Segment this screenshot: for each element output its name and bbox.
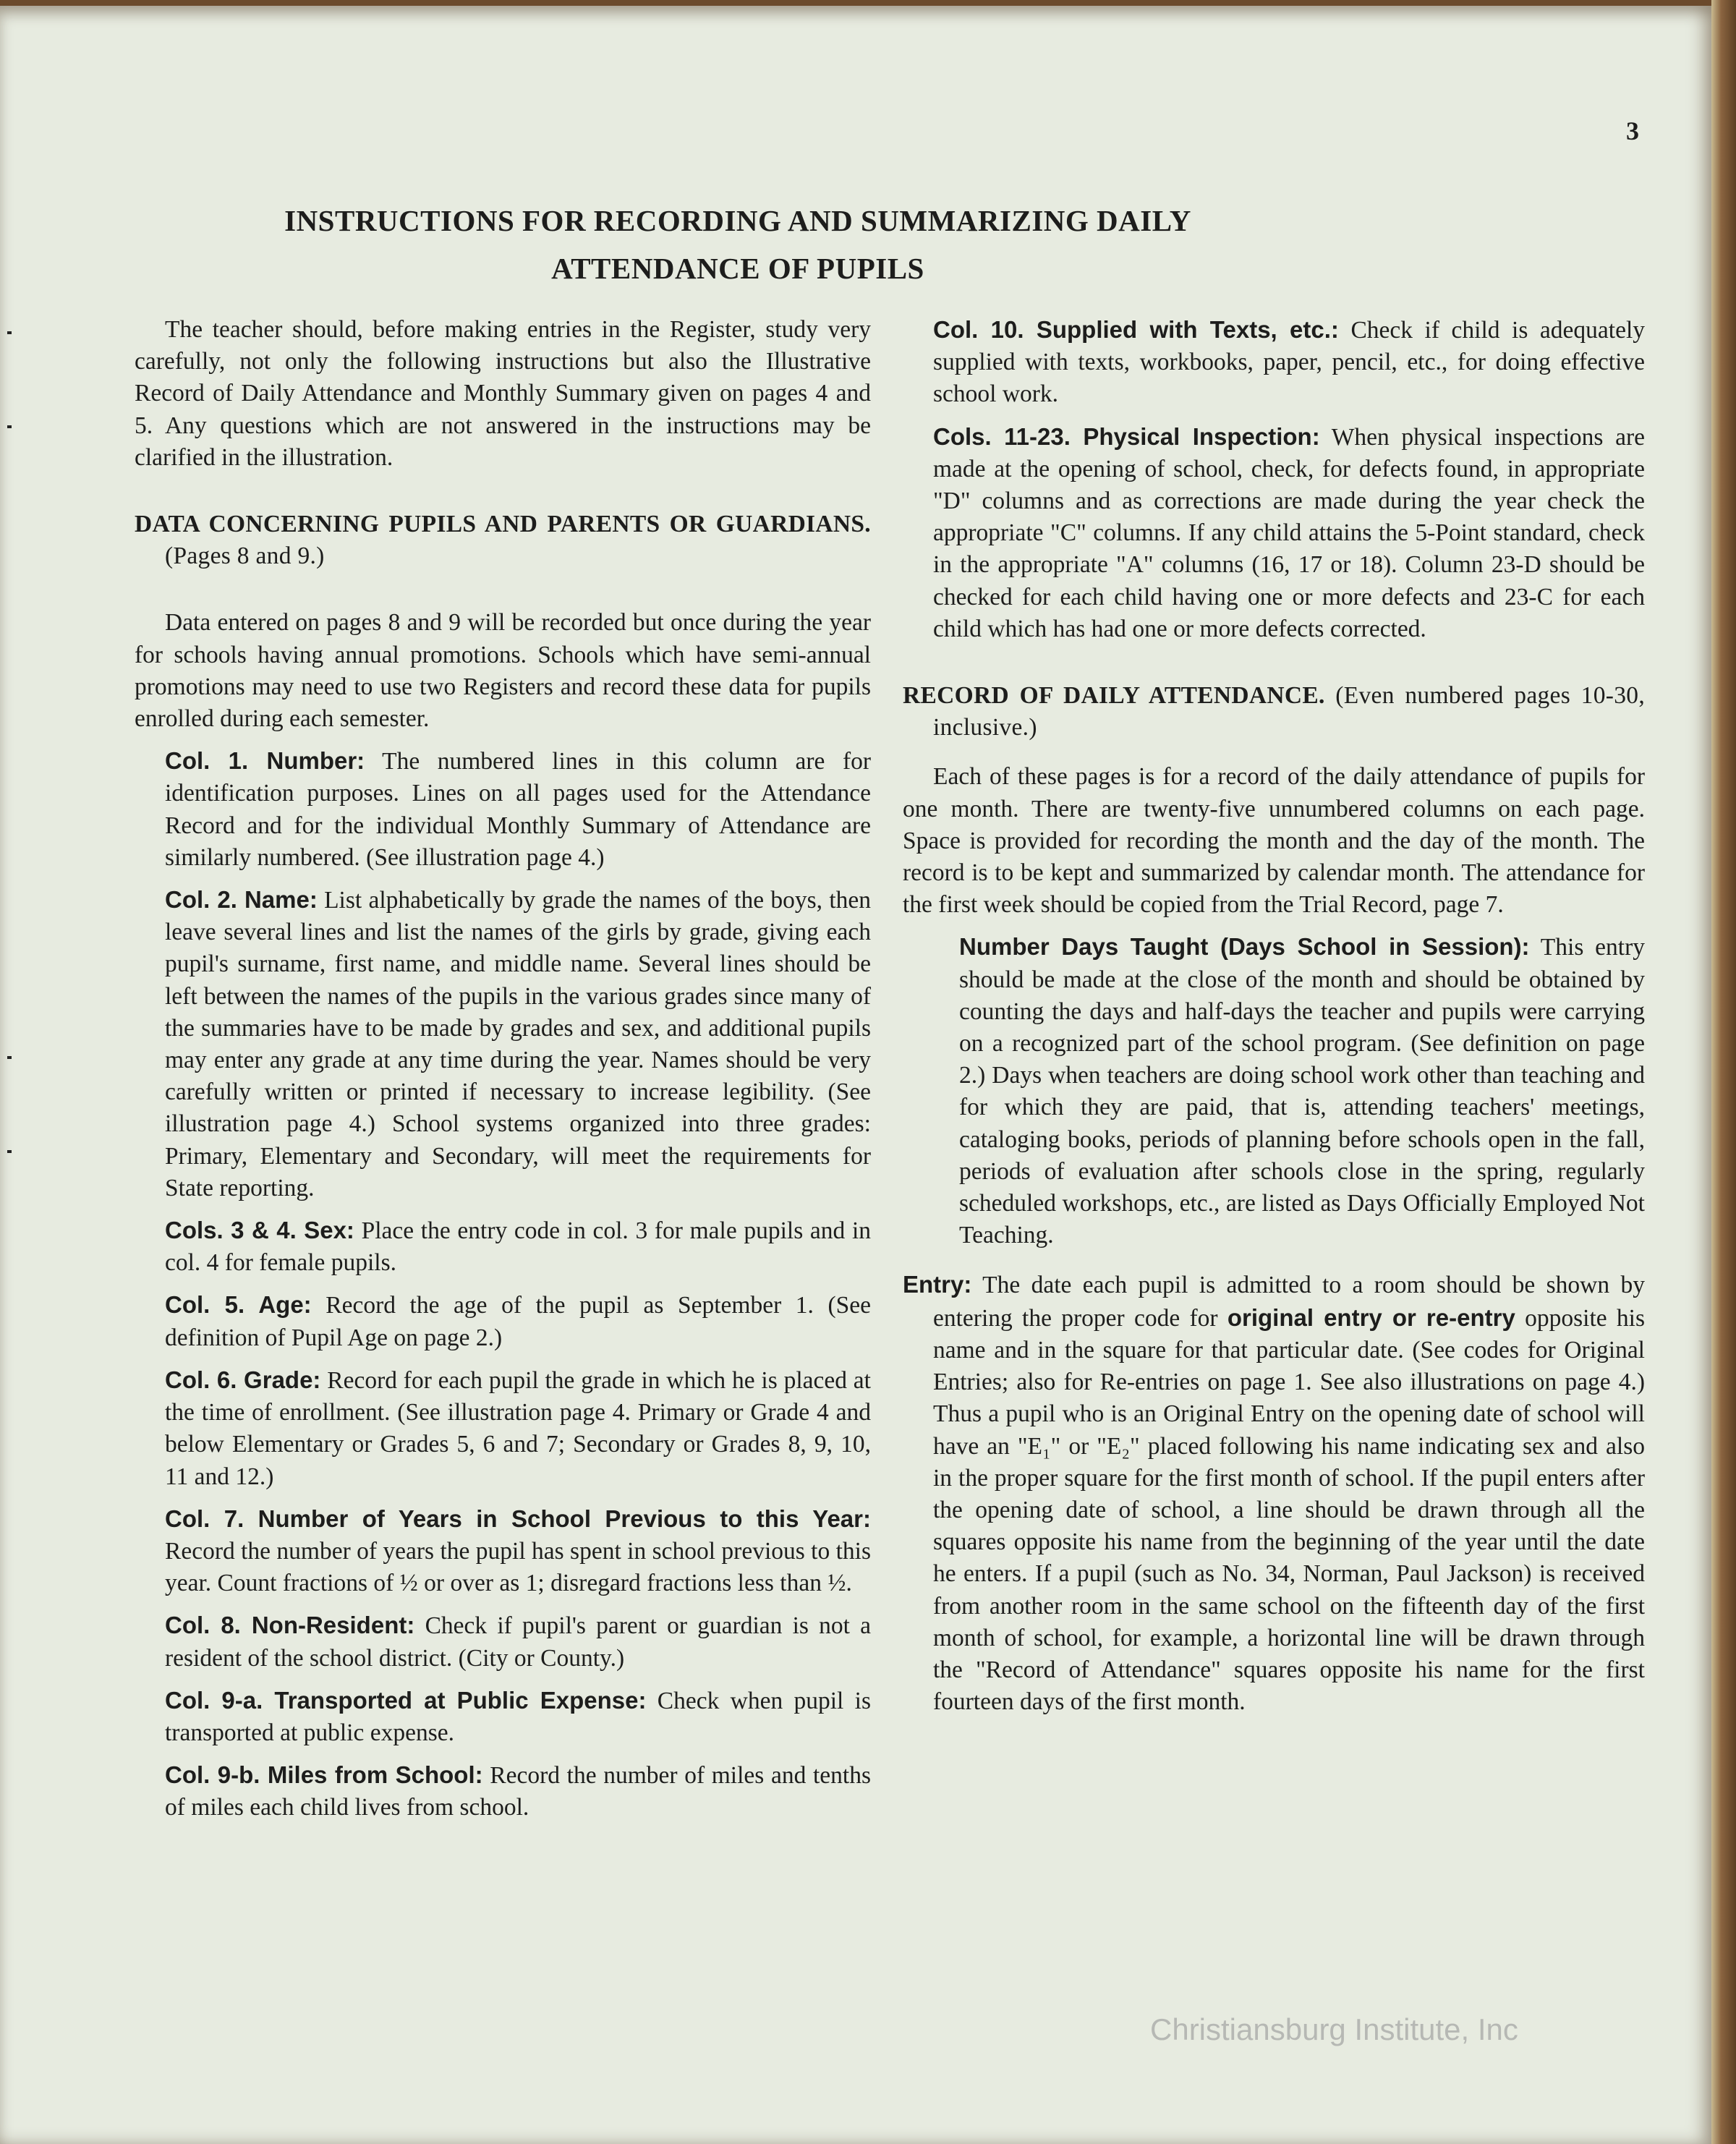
entry-label: Cols. 3 & 4. Sex:: [165, 1217, 354, 1244]
entry-text: The numbered lines in this column are for identification purposes. Lines on all pages used for the Attendance Record and for the individual Monthly Summary of Attendance are similarly numbered. (See illustration page 4.): [165, 748, 872, 871]
entry-text: Record the age of the pupil as September 1. (See definition of Pupil Age on page 2.): [165, 1292, 871, 1351]
entry-entry: [903, 1269, 1645, 1718]
margin-mark: [7, 1056, 12, 1059]
section-heading-attendance: [903, 680, 1645, 744]
entry-label: Col. 8. Non-Resident:: [165, 1612, 415, 1639]
entry-col-3-4: [165, 1214, 871, 1279]
entry-label: Col. 10. Supplied with Texts, etc.:: [933, 316, 1339, 343]
book-spine: [1711, 0, 1736, 2144]
entry-label: Col. 7. Number of Years in School Previous to this Year:: [165, 1505, 871, 1532]
entry-label: Col. 9-a. Transported at Public Expense:: [165, 1686, 647, 1714]
section-paragraph: Each of these pages is for a record of the daily attendance of pupils for one month. There are twenty-five unnumbered columns on each page. Space is provided for recording the month and the day of the month. The record is to be kept and summarized by calendar month. The attendance for the first week should be copied from the Trial Record, page 7.: [903, 763, 1645, 919]
entry-col-1: [165, 745, 871, 874]
section-pages: (Pages 8 and 9.): [165, 543, 325, 570]
entry-col-9b: [165, 1759, 871, 1824]
entry-label: Cols. 11-23. Physical Inspection:: [933, 422, 1320, 450]
entry-bold-phrase: original entry or re-entry: [1227, 1303, 1515, 1331]
page-number: 3: [1626, 116, 1639, 145]
entry-col-8: [165, 1609, 871, 1674]
entry-days-taught: [959, 931, 1645, 1251]
entry-col-7: [165, 1503, 871, 1600]
entry-label: Col. 6. Grade:: [165, 1366, 321, 1393]
entry-text: This entry should be made at the close of the month and should be obtained by counting the days and half-days the teacher and pupils were carrying on a recognized part of the school program. (See definition on page 2.) Days when teachers are doing school work other than teaching and for which they are paid, that is, attending teachers' meetings, cataloging books, periods of planning before schools open in the fall, periods of evaluation after schools close in the spring, regularly scheduled workshops, etc., are listed as Days Officially Employed Not Teaching.: [959, 934, 1646, 1249]
entry-label: Number Days Taught (Days School in Session):: [959, 933, 1530, 961]
section-heading-text: DATA CONCERNING PUPILS AND PARENTS OR GUARDIANS.: [135, 511, 871, 538]
entry-col-6: [165, 1364, 871, 1493]
margin-mark: [7, 331, 12, 334]
section-pages: (Even numbered pages 10-30, inclusive.): [933, 682, 1645, 741]
entry-label: Col. 5. Age:: [165, 1291, 312, 1319]
entry-text: The date each pupil is admitted to a room should be shown by entering the proper code for: [933, 1272, 1645, 1332]
page-title: [116, 197, 1360, 292]
entry-text: Record the number of miles and tenths of miles each child lives from school.: [165, 1762, 872, 1821]
section-heading-data: [135, 509, 871, 572]
entry-text: Place the entry code in col. 3 for male pupils and in col. 4 for female pupils.: [165, 1217, 872, 1277]
entry-text: Check if pupil's parent or guardian is not a resident of the school district. (City or County.): [165, 1612, 872, 1672]
entry-text: Record the number of years the pupil has spent in school previous to this year. Count fractions of ½ or over as 1; disregard fractions less than ½.: [165, 1537, 871, 1597]
entry-col-2: [165, 884, 871, 1204]
entry-col-11-23: [933, 421, 1645, 645]
left-column: [135, 314, 871, 1824]
entry-col-9a: [165, 1685, 871, 1749]
entry-text: List alphabetically by grade the names of the boys, then leave several lines and list the names of the girls by grade, giving each pupil's surname, first name, and middle name. Several lines should be left between the names of the pupils in the various grades since many of the summaries have to be made by grades and sex, and additional pupils may enter any grade at any time during the year. Names should be very carefully written or printed if necessary to increase legibility. (See illustration page 4.) School systems organized into three grades: Primary, Elementary and Secondary, will meet the requirements for State reporting.: [165, 887, 871, 1201]
entry-text: When physical inspections are made at the opening of school, check, for defects found, in appropriate "D" columns and as corrections are made during the year check the appropriate "C" columns. If any child attains the 5-Point standard, check in the appropriate "A" columns (16, 17 or 18). Column 23-D should be checked for each child having one or more defects and 23-C for each child which has had one or more defects corrected.: [933, 423, 1645, 642]
entry-col-5: [165, 1289, 871, 1353]
intro-paragraph: The teacher should, before making entries in the Register, study very carefully, not only the following instructions but also the Illustrative Record of Daily Attendance and Monthly Summary given on pages 4 and 5. Any questions which are not answered in the instructions may be clarified in the illustration.: [135, 316, 871, 471]
section-heading-text: RECORD OF DAILY ATTENDANCE.: [903, 682, 1325, 710]
right-column: [903, 314, 1645, 1718]
margin-mark: [7, 1150, 12, 1153]
margin-mark: [7, 425, 12, 428]
title-line-1: INSTRUCTIONS FOR RECORDING AND SUMMARIZING DAILY: [284, 204, 1191, 237]
entry-label: Col. 1. Number:: [165, 747, 365, 775]
entry-text: Record for each pupil the grade in which he is placed at the time of enrollment. (See illustration page 4. Primary or Grade 4 and below Elementary or Grades 5, 6 and 7; Secondary or Grades 8, 9, 10, 11 and 12.): [165, 1366, 871, 1490]
entry-label: Col. 2. Name:: [165, 886, 318, 914]
entry-text: Check if child is adequately supplied with texts, workbooks, paper, pencil, etc., for doing effective school work.: [933, 317, 1646, 408]
entry-col-10: [933, 314, 1645, 411]
section-paragraph: Data entered on pages 8 and 9 will be recorded but once during the year for schools having annual promotions. Schools which have semi-annual promotions may need to use two Registers and record these data for pupils enrolled during each semester.: [135, 609, 871, 733]
entry-text: Check when pupil is transported at public expense.: [165, 1687, 871, 1746]
title-line-2: ATTENDANCE OF PUPILS: [551, 252, 924, 285]
watermark: Christiansburg Institute, Inc: [1150, 2012, 1518, 2046]
entry-text: opposite his name and in the square for that particular date. (See codes for Original Entries; also for Re-entries on page 1. See also illustrations on page 4.) Thus a pupil who is an Original Entry on the opening date of school will have an "E₁" or "E₂" placed following his name indicating sex and also in the proper square for the first month of school. If the pupil enters after the opening date of school, a line should be drawn through all the squares opposite his name from the beginning of the year until the date he enters. If a pupil (such as No. 34, Norman, Paul Jackson) is received from another room in the same school on the fifteenth day of the first month of school, for example, a horizontal line will be drawn through the "Record of Attendance" squares opposite his name for the first fourteen days of the first month.: [933, 1304, 1645, 1716]
entry-label: Col. 9-b. Miles from School:: [165, 1761, 483, 1789]
entry-label: Entry:: [903, 1271, 972, 1298]
